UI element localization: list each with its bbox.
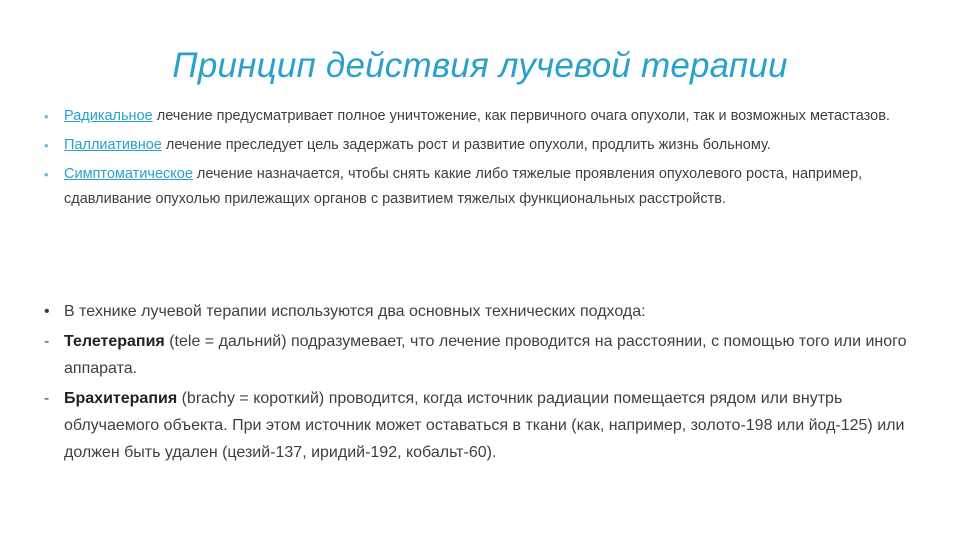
item-text: лечение назначается, чтобы снять какие либо тяжелые проявления опухолевого роста, например, сдавливание опухолью прилежащих органов с развитием тяжелых функциональных расстройств. xyxy=(64,166,863,207)
slide-title: Принцип действия лучевой терапии xyxy=(172,46,788,85)
intro-text: В технике лучевой терапии используются два основных технических подхода: xyxy=(64,303,646,320)
approach-brachytherapy xyxy=(44,385,934,466)
bullet-marker: • xyxy=(44,109,49,124)
approach-teletherapy xyxy=(44,328,934,382)
bullet-marker: • xyxy=(44,167,49,182)
approach-text: (brachy = короткий) проводится, когда источник радиации помещается рядом или внутрь облучаемого объекта. При этом источник может оставаться в ткани (как, например, золото-198 или йод-125) или должен быть удален (цезий-137, иридий-192, кобальт-60). xyxy=(64,390,905,461)
list-item-radical xyxy=(44,104,924,129)
bullet-marker: • xyxy=(44,303,50,320)
term-radical-link[interactable]: Радикальное xyxy=(64,108,153,124)
technique-list xyxy=(44,298,934,469)
item-text: лечение предусматривает полное уничтожение, как первичного очага опухоли, так и возможных метастазов. xyxy=(152,108,890,124)
approach-text: (tele = дальний) подразумевает, что лечение проводится на расстоянии, с помощью того или иного аппарата. xyxy=(64,333,907,377)
bullet-marker: • xyxy=(44,138,49,153)
term-brachytherapy: Брахитерапия xyxy=(64,390,178,407)
technique-intro xyxy=(44,298,934,325)
list-item-symptomatic xyxy=(44,162,924,212)
term-palliative-link[interactable]: Паллиативное xyxy=(64,137,162,153)
term-symptomatic-link[interactable]: Симптоматическое xyxy=(64,166,193,182)
list-item-palliative xyxy=(44,133,924,158)
dash-marker: - xyxy=(44,333,50,350)
term-teletherapy: Телетерапия xyxy=(64,333,165,350)
treatment-types-list xyxy=(44,104,924,216)
item-text: лечение преследует цель задержать рост и развитие опухоли, продлить жизнь больному. xyxy=(161,137,771,153)
dash-marker: - xyxy=(44,390,50,407)
